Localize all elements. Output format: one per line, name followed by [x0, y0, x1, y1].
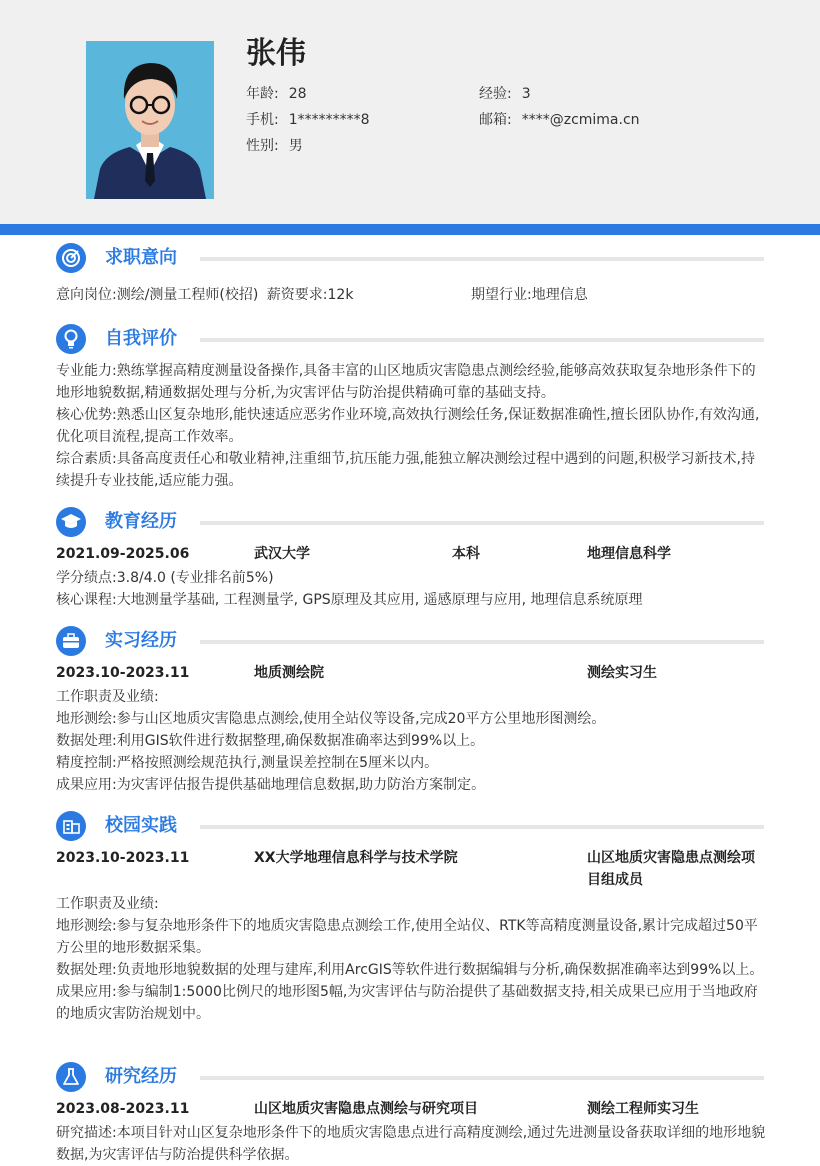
education-courses: 核心课程:大地测量学基础, 工程测量学, GPS原理及其应用, 遥感原理与应用, 地理信息系统原理	[56, 592, 643, 608]
campus-line: 数据处理:负责地形地貌数据的处理与建库,利用ArcGIS等软件进行数据编辑与分析,确保数据准确率达到99%以上。	[56, 962, 764, 978]
building-icon	[56, 811, 86, 841]
education-period: 2021.09-2025.06	[56, 546, 190, 562]
research-details	[56, 1122, 766, 1166]
section-divider	[200, 825, 764, 829]
email-info	[479, 110, 640, 130]
section-divider	[200, 338, 764, 342]
email-label: 邮箱:	[479, 112, 512, 128]
education-row	[56, 543, 766, 565]
intent-position: 意向岗位:测绘/测量工程师(校招)	[56, 287, 259, 303]
section-title-campus: 校园实践	[105, 815, 177, 836]
education-degree: 本科	[452, 546, 480, 562]
internship-period: 2023.10-2023.11	[56, 665, 190, 681]
education-details	[56, 567, 766, 611]
campus-line: 地形测绘:参与复杂地形条件下的地质灾害隐患点测绘工作,使用全站仪、RTK等高精度测量设备,累计完成超过50平方公里的地形数据采集。	[56, 918, 758, 956]
research-row	[56, 1098, 766, 1120]
campus-role: 山区地质灾害隐患点测绘项目组成员	[587, 850, 755, 888]
email-value: ****@zcmima.cn	[521, 112, 640, 128]
education-gpa: 学分绩点:3.8/4.0 (专业排名前5%)	[56, 570, 274, 586]
experience-info	[479, 84, 531, 104]
education-school: 武汉大学	[254, 546, 310, 562]
phone-label: 手机:	[246, 112, 279, 128]
internship-line: 精度控制:严格按照测绘规范执行,测量误差控制在5厘米以内。	[56, 755, 439, 771]
internship-line: 地形测绘:参与山区地质灾害隐患点测绘,使用全站仪等设备,完成20平方公里地形图测绘。	[56, 711, 606, 727]
experience-label: 经验:	[479, 86, 512, 102]
section-divider	[200, 257, 764, 261]
campus-line: 工作职责及业绩:	[56, 896, 159, 912]
experience-value: 3	[521, 86, 531, 102]
self-eval-text	[56, 360, 766, 492]
candidate-name: 张伟	[246, 36, 306, 71]
target-icon	[56, 243, 86, 273]
section-divider	[200, 521, 764, 525]
section-title-self-eval: 自我评价	[105, 328, 177, 349]
header-accent-bar	[0, 224, 820, 235]
profile-photo	[86, 41, 214, 199]
research-project: 山区地质灾害隐患点测绘与研究项目	[254, 1101, 478, 1117]
gender-label: 性别:	[246, 138, 279, 154]
internship-role: 测绘实习生	[587, 665, 657, 681]
campus-org: XX大学地理信息科学与技术学院	[254, 850, 458, 866]
internship-details	[56, 686, 766, 796]
age-info	[246, 84, 307, 104]
research-description: 研究描述:本项目针对山区复杂地形条件下的地质灾害隐患点进行高精度测绘,通过先进测量设备获取详细的地形地貌数据,为灾害评估与防治提供科学依据。	[56, 1125, 766, 1163]
lightbulb-icon	[56, 324, 86, 354]
age-value: 28	[288, 86, 307, 102]
research-period: 2023.08-2023.11	[56, 1101, 190, 1117]
internship-line: 工作职责及业绩:	[56, 689, 159, 705]
section-title-intent: 求职意向	[105, 247, 177, 268]
self-eval-paragraph: 综合素质:具备高度责任心和敬业精神,注重细节,抗压能力强,能独立解决测绘过程中遇到的问题,积极学习新技术,持续提升专业技能,适应能力强。	[56, 451, 755, 489]
campus-details	[56, 893, 766, 1025]
section-title-research: 研究经历	[105, 1066, 177, 1087]
phone-info	[246, 110, 370, 130]
section-divider	[200, 1076, 764, 1080]
internship-line: 数据处理:利用GIS软件进行数据整理,确保数据准确率达到99%以上。	[56, 733, 485, 749]
campus-period: 2023.10-2023.11	[56, 850, 190, 866]
internship-line: 成果应用:为灾害评估报告提供基础地理信息数据,助力防治方案制定。	[56, 777, 486, 793]
education-major: 地理信息科学	[587, 546, 671, 562]
internship-org: 地质测绘院	[254, 665, 324, 681]
briefcase-icon	[56, 626, 86, 656]
section-title-education: 教育经历	[105, 511, 177, 532]
campus-line: 成果应用:参与编制1:5000比例尺的地形图5幅,为灾害评估与防治提供了基础数据支持,相关成果已应用于当地政府的地质灾害防治规划中。	[56, 984, 758, 1022]
intent-salary: 薪资要求:12k	[266, 287, 354, 303]
gender-value: 男	[288, 138, 303, 154]
self-eval-paragraph: 专业能力:熟练掌握高精度测量设备操作,具备丰富的山区地质灾害隐患点测绘经验,能够高效获取复杂地形条件下的地形地貌数据,精通数据处理与分析,为灾害评估与防治提供精确可靠的基础支持。	[56, 363, 756, 401]
age-label: 年龄:	[246, 86, 279, 102]
section-title-internship: 实习经历	[105, 630, 177, 651]
internship-row	[56, 662, 766, 684]
intent-row	[56, 284, 766, 306]
phone-value: 1*********8	[288, 112, 370, 128]
graduation-cap-icon	[56, 507, 86, 537]
section-divider	[200, 640, 764, 644]
self-eval-paragraph: 核心优势:熟悉山区复杂地形,能快速适应恶劣作业环境,高效执行测绘任务,保证数据准确性,擅长团队协作,有效沟通,优化项目流程,提高工作效率。	[56, 407, 760, 445]
research-role: 测绘工程师实习生	[587, 1101, 699, 1117]
intent-industry: 期望行业:地理信息	[471, 287, 588, 303]
gender-info	[246, 136, 303, 156]
campus-row	[56, 847, 766, 891]
flask-icon	[56, 1062, 86, 1092]
